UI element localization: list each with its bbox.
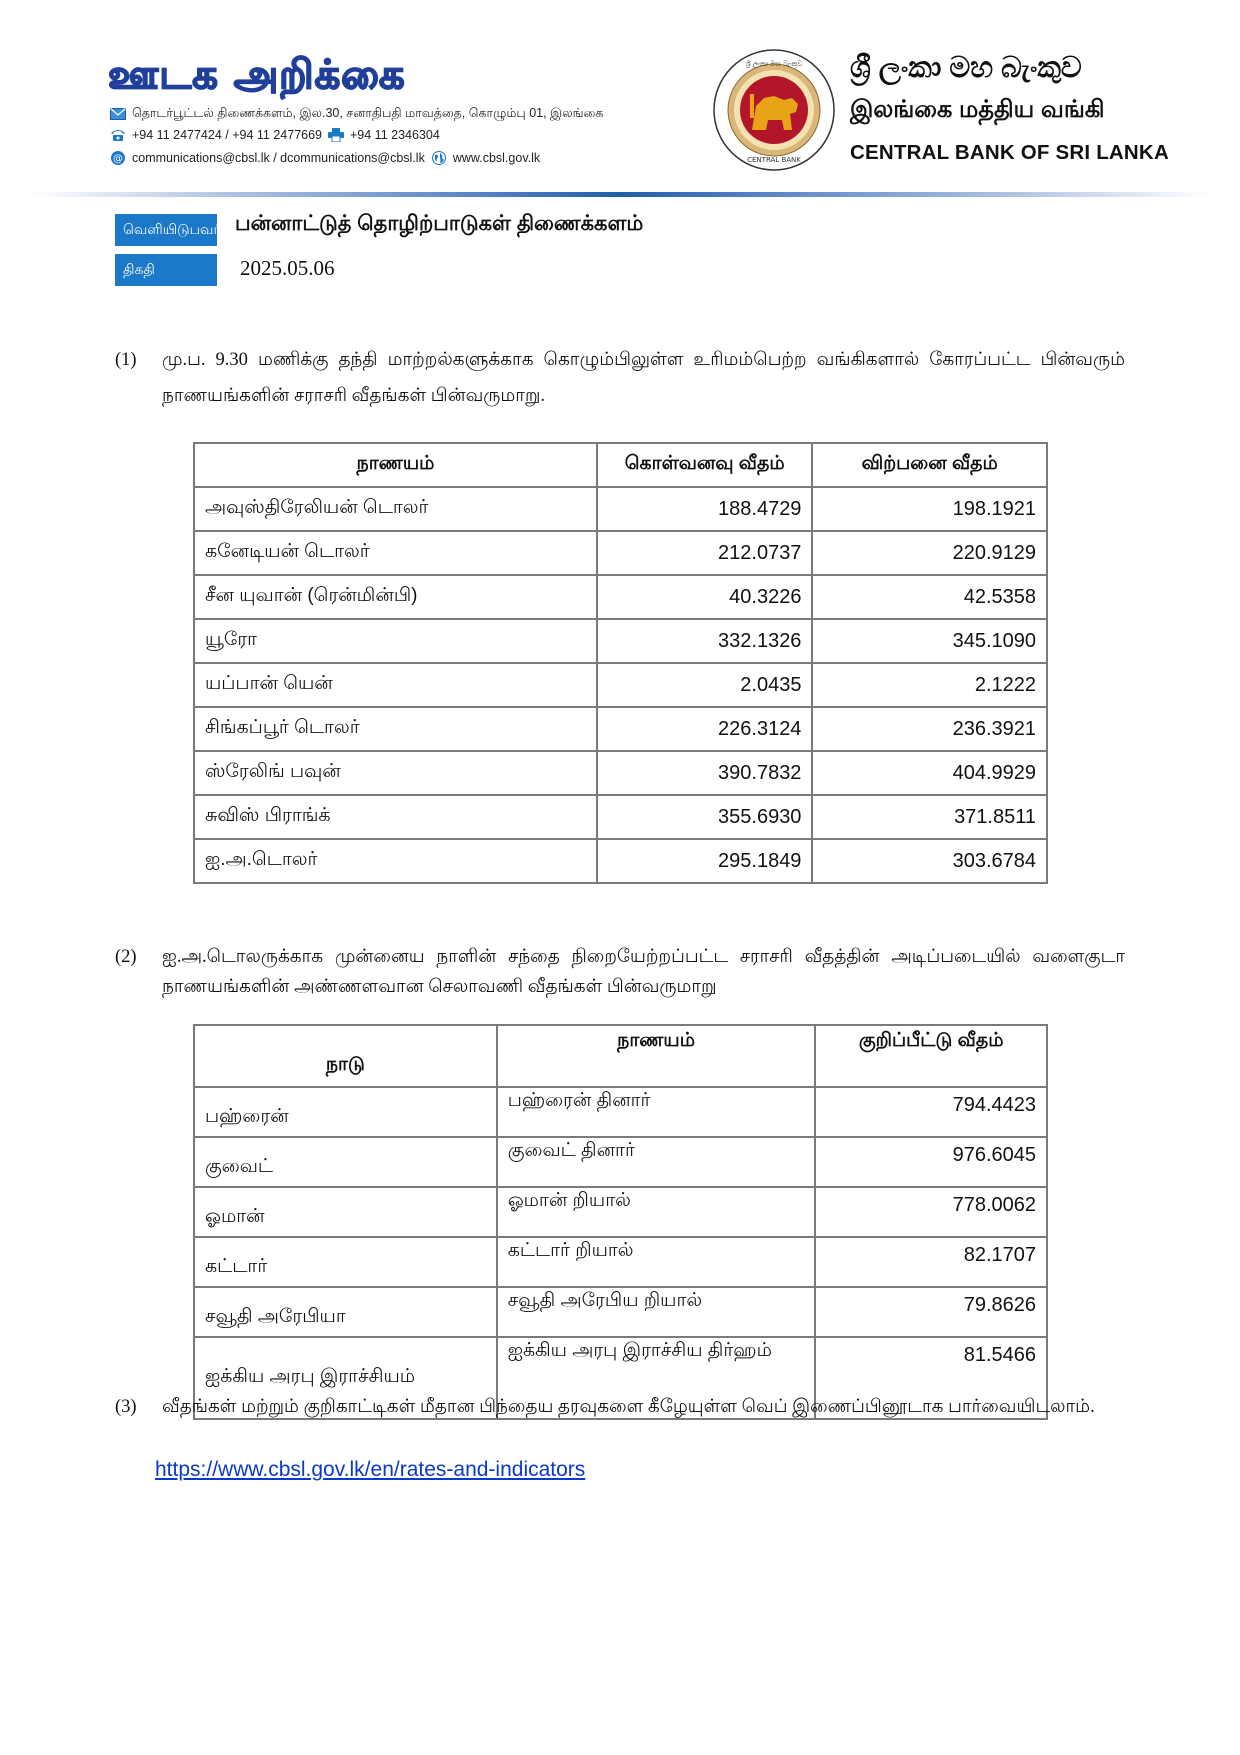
indicative-rate: 976.6045: [815, 1137, 1047, 1187]
fax-text: +94 11 2346304: [350, 128, 440, 142]
indicative-rate: 794.4423: [815, 1087, 1047, 1137]
gulf-currency-rates-table: [193, 1024, 1048, 1420]
buying-rate: 355.6930: [597, 795, 813, 839]
issuer-label: வெளியிடுபவர்: [115, 214, 217, 246]
svg-text:ශ්‍රී ලංකා මහ බැංකුව: ශ්‍රී ලංකා මහ බැංකුව: [745, 60, 803, 68]
col-header-country: நாடு: [194, 1025, 497, 1087]
contact-email-web: [110, 151, 540, 165]
selling-rate: 236.3921: [812, 707, 1047, 751]
col-header-buying-rate: கொள்வனவு வீதம்: [597, 443, 813, 487]
envelope-icon: [110, 107, 126, 121]
country-name: பஹ்ரைன்: [194, 1087, 497, 1137]
currency-name: ஐக்கிய அரபு இராச்சிய திர்ஹம்: [497, 1337, 816, 1419]
table-row: [194, 1287, 1047, 1337]
contact-phone: [110, 128, 440, 142]
at-sign-icon: [110, 151, 126, 165]
currency-name: ஐ.அ.டொலர்: [194, 839, 597, 883]
table-row: [194, 751, 1047, 795]
table-row: [194, 1187, 1047, 1237]
table-header-row: [194, 443, 1047, 487]
currency-name: யூரோ: [194, 619, 597, 663]
buying-rate: 390.7832: [597, 751, 813, 795]
section-1-paragraph: [115, 342, 1125, 414]
selling-rate: 220.9129: [812, 531, 1047, 575]
section-2-text: ஐ.அ.டொலருக்காக முன்னைய நாளின் சந்தை நிறையேற்றப்பட்ட சராசரி வீதத்தின் அடிப்படையில் வளைகுடா நாணயங்களின் அண்ணளவான செலாவணி வீதங்கள் பின்வருமாறு: [162, 947, 1125, 997]
bank-name-tamil: இலங்கை மத்திய வங்கி: [850, 96, 1105, 123]
country-name: கட்டார்: [194, 1237, 497, 1287]
bank-name-sinhala: ශ්‍රී ලංකා මහ බැංකුව: [850, 52, 1082, 84]
col-header-selling-rate: விற்பனை வீதம்: [812, 443, 1047, 487]
telephone-icon: [110, 128, 126, 142]
fax-printer-icon: [328, 128, 344, 142]
table-row: [194, 663, 1047, 707]
email-text: communications@cbsl.lk / dcommunications@cbsl.lk: [132, 151, 425, 165]
currency-name: அவுஸ்திரேலியன் டொலர்: [194, 487, 597, 531]
globe-icon: [431, 151, 447, 165]
country-name: சவூதி அரேபியா: [194, 1287, 497, 1337]
table-row: [194, 795, 1047, 839]
header-divider: [30, 192, 1210, 197]
section-2-number: (2): [115, 947, 137, 967]
buying-rate: 188.4729: [597, 487, 813, 531]
currency-name: கட்டார் றியால்: [497, 1237, 816, 1287]
section-3-number: (3): [115, 1397, 137, 1417]
currency-name: யப்பான் யென்: [194, 663, 597, 707]
section-1-text: மு.ப. 9.30 மணிக்கு தந்தி மாற்றல்களுக்காக கொழும்பிலுள்ள உரிமம்பெற்ற வங்கிகளால் கோரப்பட்ட பின்வரும் நாணயங்களின் சராசரி வீதங்கள் பின்வருமாறு.: [162, 350, 1126, 406]
address-text: தொடர்பூட்டல் திணைக்களம், இல.30, சனாதிபதி மாவத்தை, கொழும்பு 01, இலங்கை: [132, 106, 604, 120]
buying-rate: 226.3124: [597, 707, 813, 751]
country-name: குவைட்: [194, 1137, 497, 1187]
svg-text:@: @: [113, 153, 123, 165]
table-row: [194, 707, 1047, 751]
buying-rate: 212.0737: [597, 531, 813, 575]
currency-name: ஸ்ரேலிங் பவுன்: [194, 751, 597, 795]
indicative-rate: 82.1707: [815, 1237, 1047, 1287]
currency-name: பஹ்ரைன் தினார்: [497, 1087, 816, 1137]
svg-text:CENTRAL BANK: CENTRAL BANK: [747, 156, 801, 164]
section-3-text: வீதங்கள் மற்றும் குறிகாட்டிகள் மீதான பிந்தைய தரவுகளை கீழேயுள்ள வெப் இணைப்பினூடாக பார்வையிடலாம்.: [162, 1397, 1095, 1417]
selling-rate: 303.6784: [812, 839, 1047, 883]
col-header-currency: நாணயம்: [497, 1025, 816, 1087]
bank-name-english: CENTRAL BANK OF SRI LANKA: [850, 141, 1169, 164]
col-header-currency: நாணயம்: [194, 443, 597, 487]
currency-name: சவூதி அரேபிய றியால்: [497, 1287, 816, 1337]
buying-rate: 2.0435: [597, 663, 813, 707]
table-row: [194, 619, 1047, 663]
buying-rate: 40.3226: [597, 575, 813, 619]
phone-text: +94 11 2477424 / +94 11 2477669: [132, 128, 322, 142]
date-label: திகதி: [115, 254, 217, 286]
rates-and-indicators-link[interactable]: https://www.cbsl.gov.lk/en/rates-and-indicators: [155, 1458, 586, 1481]
indicative-rate: 79.8626: [815, 1287, 1047, 1337]
table-header-row: [194, 1025, 1047, 1087]
selling-rate: 345.1090: [812, 619, 1047, 663]
date-value: 2025.05.06: [240, 256, 335, 280]
indicative-rate: 778.0062: [815, 1187, 1047, 1237]
buying-rate: 295.1849: [597, 839, 813, 883]
table-row: [194, 575, 1047, 619]
section-2-paragraph: [115, 942, 1125, 1002]
issuer-value: பன்னாட்டுத் தொழிற்பாடுகள் திணைக்களம்: [235, 212, 644, 235]
central-bank-seal-logo: [712, 48, 836, 172]
contact-address: [110, 106, 603, 122]
table-row: [194, 839, 1047, 883]
selling-rate: 42.5358: [812, 575, 1047, 619]
selling-rate: 404.9929: [812, 751, 1047, 795]
selling-rate: 198.1921: [812, 487, 1047, 531]
table-row: [194, 1137, 1047, 1187]
currency-name: சீன யுவான் (ரென்மின்பி): [194, 575, 597, 619]
table-row: [194, 1237, 1047, 1287]
indicative-rate: 81.5466: [815, 1337, 1047, 1419]
col-header-indicative-rate: குறிப்பீட்டு வீதம்: [815, 1025, 1047, 1087]
currency-name: சிங்கப்பூர் டொலர்: [194, 707, 597, 751]
country-name: ஐக்கிய அரபு இராச்சியம்: [194, 1337, 497, 1419]
country-name: ஓமான்: [194, 1187, 497, 1237]
section-3-paragraph: [115, 1392, 1125, 1422]
section-1-number: (1): [115, 350, 137, 370]
table-row: [194, 1087, 1047, 1137]
selling-rate: 371.8511: [812, 795, 1047, 839]
website-text: www.cbsl.gov.lk: [452, 151, 541, 165]
buying-rate: 332.1326: [597, 619, 813, 663]
table-row: [194, 487, 1047, 531]
currency-name: குவைட் தினார்: [497, 1137, 816, 1187]
press-release-title: ஊடக அறிக்கை: [108, 52, 406, 98]
currency-name: கனேடியன் டொலர்: [194, 531, 597, 575]
currency-name: சுவிஸ் பிராங்க்: [194, 795, 597, 839]
currency-name: ஓமான் றியால்: [497, 1187, 816, 1237]
selling-rate: 2.1222: [812, 663, 1047, 707]
table-row: [194, 531, 1047, 575]
tt-rates-table: [193, 442, 1048, 884]
